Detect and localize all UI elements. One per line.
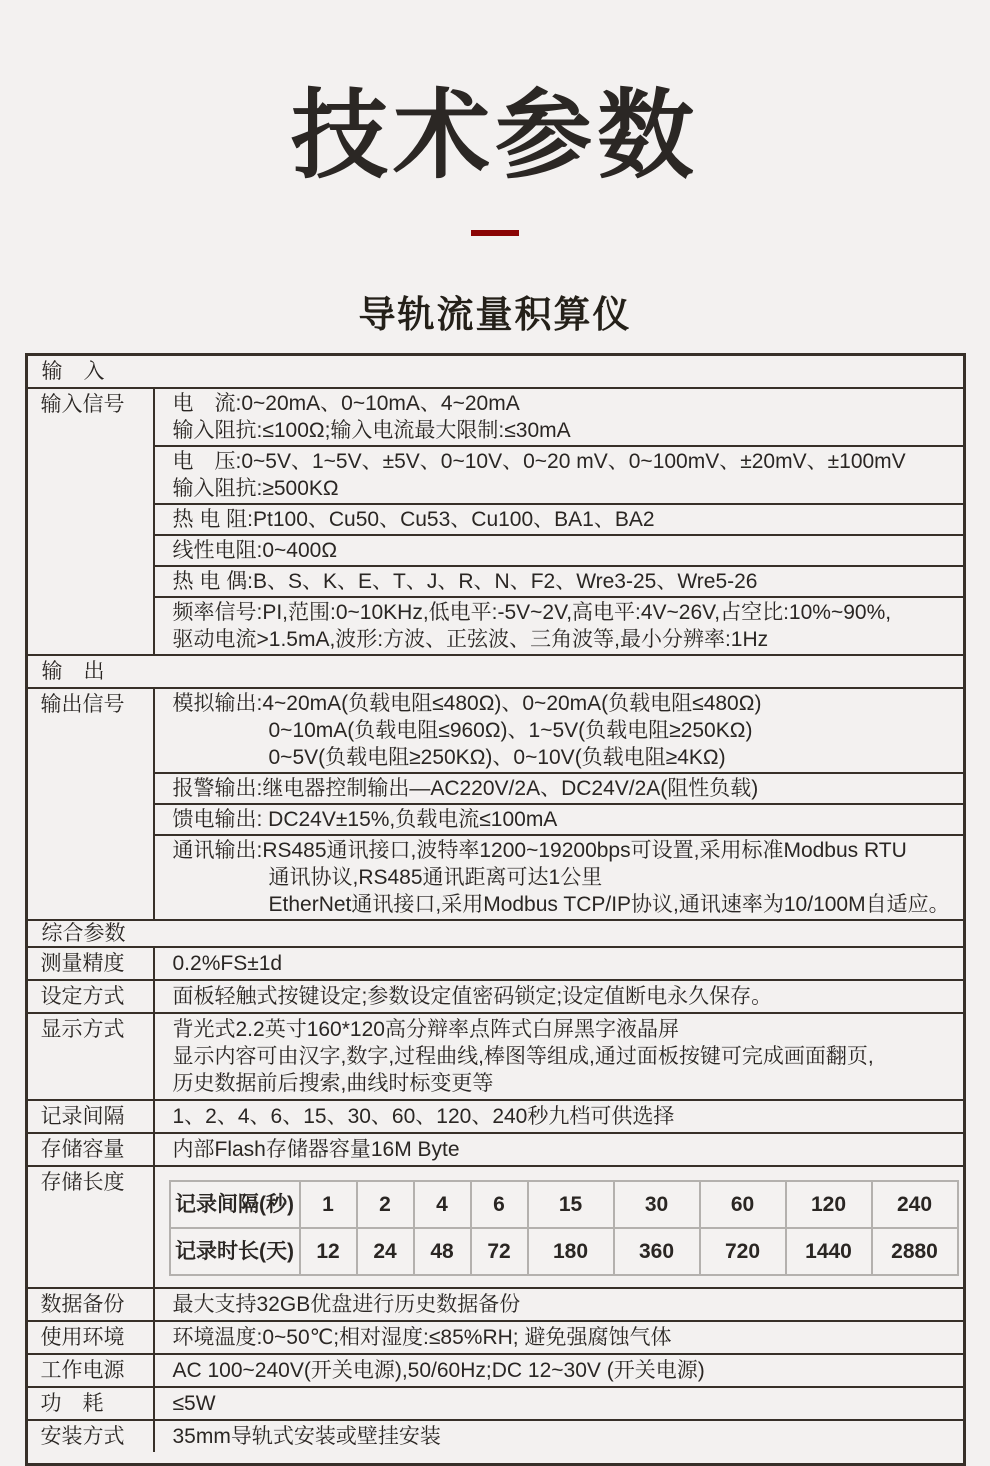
table-row-power-supply [28, 1353, 963, 1386]
product-name: 导轨流量积算仪 [358, 294, 632, 336]
row-label-display: 显示方式 [28, 1014, 155, 1099]
input-thermocouple-line: 热 电 偶:B、S、K、E、T、J、R、N、F2、Wre3-25、Wre5-26 [172, 570, 758, 594]
section-row-output [28, 654, 963, 687]
table-row-output-signal [28, 687, 963, 919]
input-signal-values [155, 389, 963, 654]
storage-interval-cell: 2 [357, 1181, 414, 1228]
data-backup-value: 最大支持32GB优盘进行历史数据备份 [172, 1293, 521, 1317]
storage-interval-cell: 30 [614, 1181, 700, 1228]
table-row-display [28, 1012, 963, 1099]
storage-length-value [155, 1167, 963, 1287]
storage-length-table [169, 1180, 959, 1276]
row-label-record-interval: 记录间隔 [28, 1101, 155, 1132]
table-row-data-backup [28, 1287, 963, 1320]
setting-value: 面板轻触式按键设定;参数设定值密码锁定;设定值断电永久保存。 [172, 985, 773, 1009]
storage-duration-header: 记录时长(天) [170, 1228, 300, 1275]
storage-duration-cell: 48 [414, 1228, 471, 1275]
storage-interval-row [170, 1181, 958, 1228]
input-voltage-line: 电 压:0~5V、1~5V、±5V、0~10V、0~20 mV、0~100mV、±20mV、±100mV [172, 450, 906, 474]
input-rtd-cell [155, 503, 963, 534]
row-label-output-signal: 输出信号 [28, 689, 155, 919]
storage-capacity-value: 内部Flash存储器容量16M Byte [172, 1138, 460, 1162]
table-row-record-interval [28, 1099, 963, 1132]
section-header-output: 输 出 [41, 660, 105, 684]
section-header-general: 综合参数 [41, 922, 126, 946]
output-alarm-cell [155, 772, 963, 803]
storage-duration-cell: 2880 [872, 1228, 958, 1275]
record-interval-value: 1、2、4、6、15、30、60、120、240秒九档可供选择 [172, 1105, 675, 1129]
output-signal-values [155, 689, 963, 919]
page-title: 技术参数 [291, 81, 699, 190]
output-power-feed-cell [155, 803, 963, 834]
row-label-accuracy: 测量精度 [28, 948, 155, 979]
row-label-setting: 设定方式 [28, 981, 155, 1012]
power-supply-value: AC 100~240V(开关电源),50/60Hz;DC 12~30V (开关电源) [172, 1359, 705, 1383]
input-thermocouple-cell [155, 565, 963, 596]
storage-interval-cell: 15 [528, 1181, 614, 1228]
row-label-input-signal: 输入信号 [28, 389, 155, 654]
input-frequency-cell [155, 596, 963, 654]
row-label-storage-length: 存储长度 [28, 1167, 155, 1287]
output-communication-line: 通讯协议,RS485通讯距离可达1公里 [268, 866, 603, 890]
output-analog-line: 0~10mA(负载电阻≤960Ω)、1~5V(负载电阻≥250KΩ) [268, 719, 753, 743]
row-label-environment: 使用环境 [28, 1322, 155, 1353]
input-current-line: 输入阻抗:≤100Ω;输入电流最大限制:≤30mA [172, 419, 571, 443]
storage-duration-cell: 12 [300, 1228, 357, 1275]
title-accent-dash [471, 230, 519, 236]
storage-duration-cell: 24 [357, 1228, 414, 1275]
output-communication-cell [155, 834, 963, 919]
display-line: 背光式2.2英寸160*120高分辩率点阵式白屏黑字液晶屏 [172, 1018, 679, 1042]
display-line: 显示内容可由汉字,数字,过程曲线,棒图等组成,通过面板按键可完成画面翻页, [172, 1045, 874, 1069]
input-linear-resistance-line: 线性电阻:0~400Ω [172, 539, 338, 563]
input-linear-resistance-cell [155, 534, 963, 565]
output-power-feed-line: 馈电输出: DC24V±15%,负载电流≤100mA [172, 808, 558, 832]
input-voltage-cell [155, 445, 963, 503]
installation-value: 35mm导轨式安装或壁挂安装 [172, 1425, 441, 1449]
storage-interval-cell: 60 [700, 1181, 786, 1228]
storage-interval-cell: 240 [872, 1181, 958, 1228]
output-communication-line: 通讯输出:RS485通讯接口,波特率1200~19200bps可设置,采用标准Modbus RTU [172, 839, 907, 863]
output-analog-line: 模拟输出:4~20mA(负载电阻≤480Ω)、0~20mA(负载电阻≤480Ω) [172, 692, 762, 716]
storage-duration-row [170, 1228, 958, 1275]
output-analog-cell [155, 689, 963, 772]
power-consumption-value: ≤5W [172, 1392, 216, 1416]
output-communication-line: EtherNet通讯接口,采用Modbus TCP/IP协议,通讯速率为10/100M自适应。 [268, 893, 950, 917]
row-label-data-backup: 数据备份 [28, 1289, 155, 1320]
storage-interval-cell: 120 [786, 1181, 872, 1228]
accuracy-value: 0.2%FS±1d [172, 952, 283, 976]
row-label-storage-capacity: 存储容量 [28, 1134, 155, 1165]
storage-duration-cell: 180 [528, 1228, 614, 1275]
display-line: 历史数据前后搜索,曲线时标变更等 [172, 1072, 494, 1096]
display-value [155, 1014, 963, 1099]
input-current-line: 电 流:0~20mA、0~10mA、4~20mA [172, 392, 520, 416]
storage-duration-cell: 720 [700, 1228, 786, 1275]
storage-interval-cell: 4 [414, 1181, 471, 1228]
input-rtd-line: 热 电 阻:Pt100、Cu50、Cu53、Cu100、BA1、BA2 [172, 508, 655, 532]
table-row-setting [28, 979, 963, 1012]
output-analog-line: 0~5V(负载电阻≥250KΩ)、0~10V(负载电阻≥4KΩ) [268, 746, 726, 770]
storage-duration-cell: 1440 [786, 1228, 872, 1275]
section-row-general [28, 919, 963, 946]
row-label-power-supply: 工作电源 [28, 1355, 155, 1386]
table-row-installation [28, 1419, 963, 1463]
row-label-installation: 安装方式 [28, 1421, 155, 1452]
storage-duration-cell: 72 [471, 1228, 528, 1275]
table-row-input-signal [28, 387, 963, 654]
section-header-input: 输 入 [41, 360, 105, 384]
input-frequency-line: 频率信号:PI,范围:0~10KHz,低电平:-5V~2V,高电平:4V~26V,占空比:10%~90%, [172, 601, 892, 625]
section-row-input [28, 356, 963, 387]
storage-interval-header: 记录间隔(秒) [170, 1181, 300, 1228]
table-row-storage-length [28, 1165, 963, 1287]
table-row-storage-capacity [28, 1132, 963, 1165]
table-row-accuracy [28, 946, 963, 979]
table-row-environment [28, 1320, 963, 1353]
input-voltage-line: 输入阻抗:≥500KΩ [172, 477, 339, 501]
input-current-cell [155, 389, 963, 445]
output-alarm-line: 报警输出:继电器控制输出—AC220V/2A、DC24V/2A(阻性负载) [172, 777, 759, 801]
spec-table [25, 353, 966, 1466]
environment-value: 环境温度:0~50℃;相对湿度:≤85%RH; 避免强腐蚀气体 [172, 1326, 672, 1350]
storage-duration-cell: 360 [614, 1228, 700, 1275]
storage-interval-cell: 6 [471, 1181, 528, 1228]
row-label-power-consumption: 功 耗 [28, 1388, 155, 1419]
storage-interval-cell: 1 [300, 1181, 357, 1228]
table-row-power-consumption [28, 1386, 963, 1419]
input-frequency-line: 驱动电流>1.5mA,波形:方波、正弦波、三角波等,最小分辨率:1Hz [172, 628, 769, 652]
